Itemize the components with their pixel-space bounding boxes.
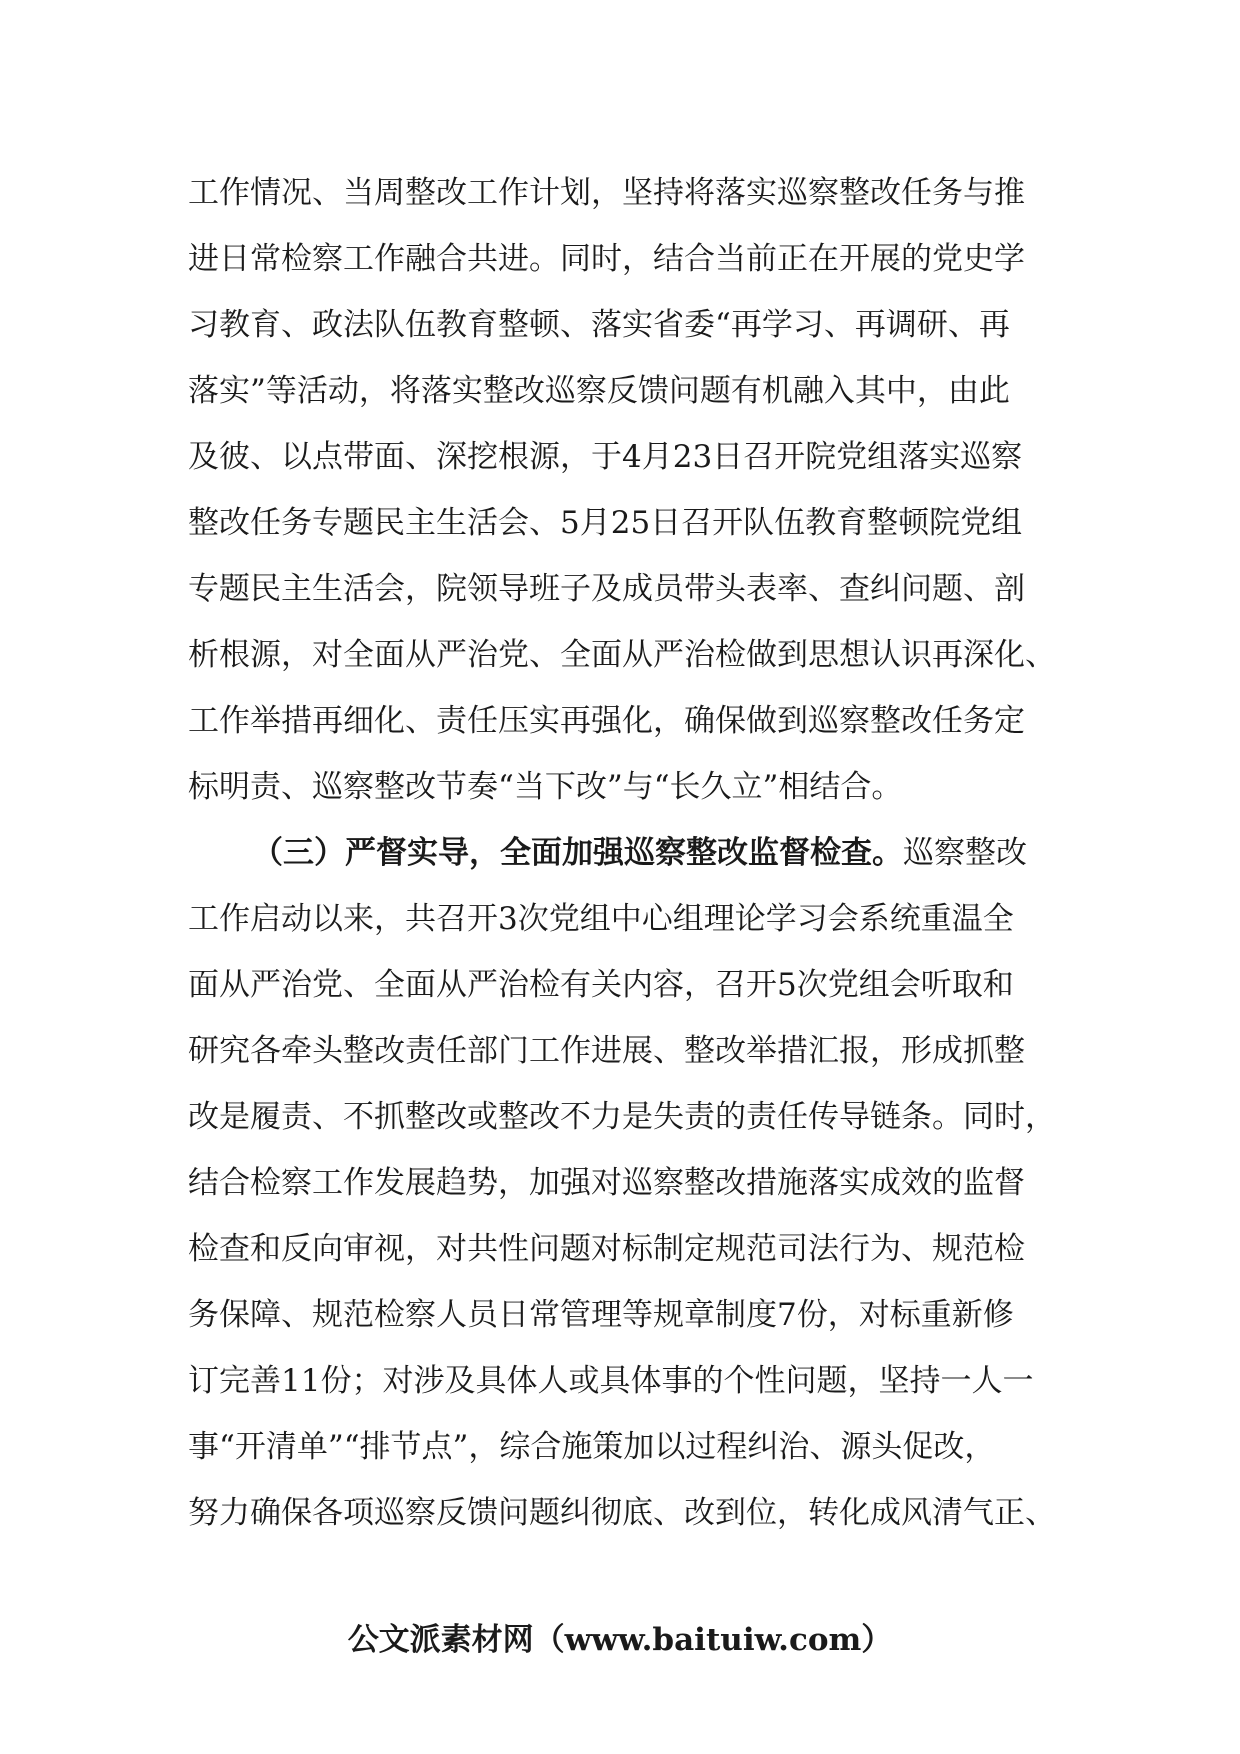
paragraph-line: 检查和反向审视，对共性问题对标制定规范司法行为、规范检: [188, 1231, 1025, 1267]
paragraph-line: 努力确保各项巡察反馈问题纠彻底、改到位，转化成风清气正、: [188, 1495, 1056, 1531]
paragraph-line: 改是履责、不抓整改或整改不力是失责的责任传导链条。同时，: [188, 1099, 1056, 1135]
document-body: [188, 160, 1068, 1546]
paragraph-line: 工作情况、当周整改工作计划，坚持将落实巡察整改任务与推: [188, 175, 1025, 211]
footer-watermark: 公文派素材网（www.baituiw.com）: [347, 1622, 893, 1658]
paragraph-line: 及彼、以点带面、深挖根源，于4月23日召开院党组落实巡察: [188, 439, 1023, 475]
paragraph-line: 工作举措再细化、责任压实再强化，确保做到巡察整改任务定: [188, 703, 1025, 739]
paragraph-line: 标明责、巡察整改节奏“当下改”与“长久立”相结合。: [188, 769, 903, 805]
paragraph-line: 落实”等活动，将落实整改巡察反馈问题有机融入其中，由此: [188, 373, 1010, 409]
section-heading: （三）严督实导，全面加强巡察整改监督检查。: [252, 835, 903, 871]
paragraph-line: 专题民主生活会，院领导班子及成员带头表率、查纠问题、剖: [188, 571, 1025, 607]
paragraph-line: 结合检察工作发展趋势，加强对巡察整改措施落实成效的监督: [188, 1165, 1025, 1201]
paragraph-line: 事“开清单”“排节点”，综合施策加以过程纠治、源头促改，: [188, 1429, 996, 1465]
paragraph-line: 进日常检察工作融合共进。同时，结合当前正在开展的党史学: [188, 241, 1025, 277]
paragraph-line: 务保障、规范检察人员日常管理等规章制度7份，对标重新修: [188, 1297, 1014, 1333]
paragraph-line: 工作启动以来，共召开3次党组中心组理论学习会系统重温全: [188, 901, 1014, 937]
paragraph-line: 研究各牵头整改责任部门工作进展、整改举措汇报，形成抓整: [188, 1033, 1025, 1069]
paragraph-line: 整改任务专题民主生活会、5月25日召开队伍教育整顿院党组: [188, 505, 1023, 541]
paragraph-line: 习教育、政法队伍教育整顿、落实省委“再学习、再调研、再: [188, 307, 1010, 343]
paragraph-line: 析根源，对全面从严治党、全面从严治检做到思想认识再深化、: [188, 637, 1056, 673]
section-first-line-text: 巡察整改: [903, 835, 1027, 871]
paragraph-line: 面从严治党、全面从严治检有关内容，召开5次党组会听取和: [188, 967, 1014, 1003]
paragraph-line: 订完善11份；对涉及具体人或具体事的个性问题，坚持一人一: [188, 1363, 1034, 1399]
section-heading-line: [188, 820, 1068, 886]
